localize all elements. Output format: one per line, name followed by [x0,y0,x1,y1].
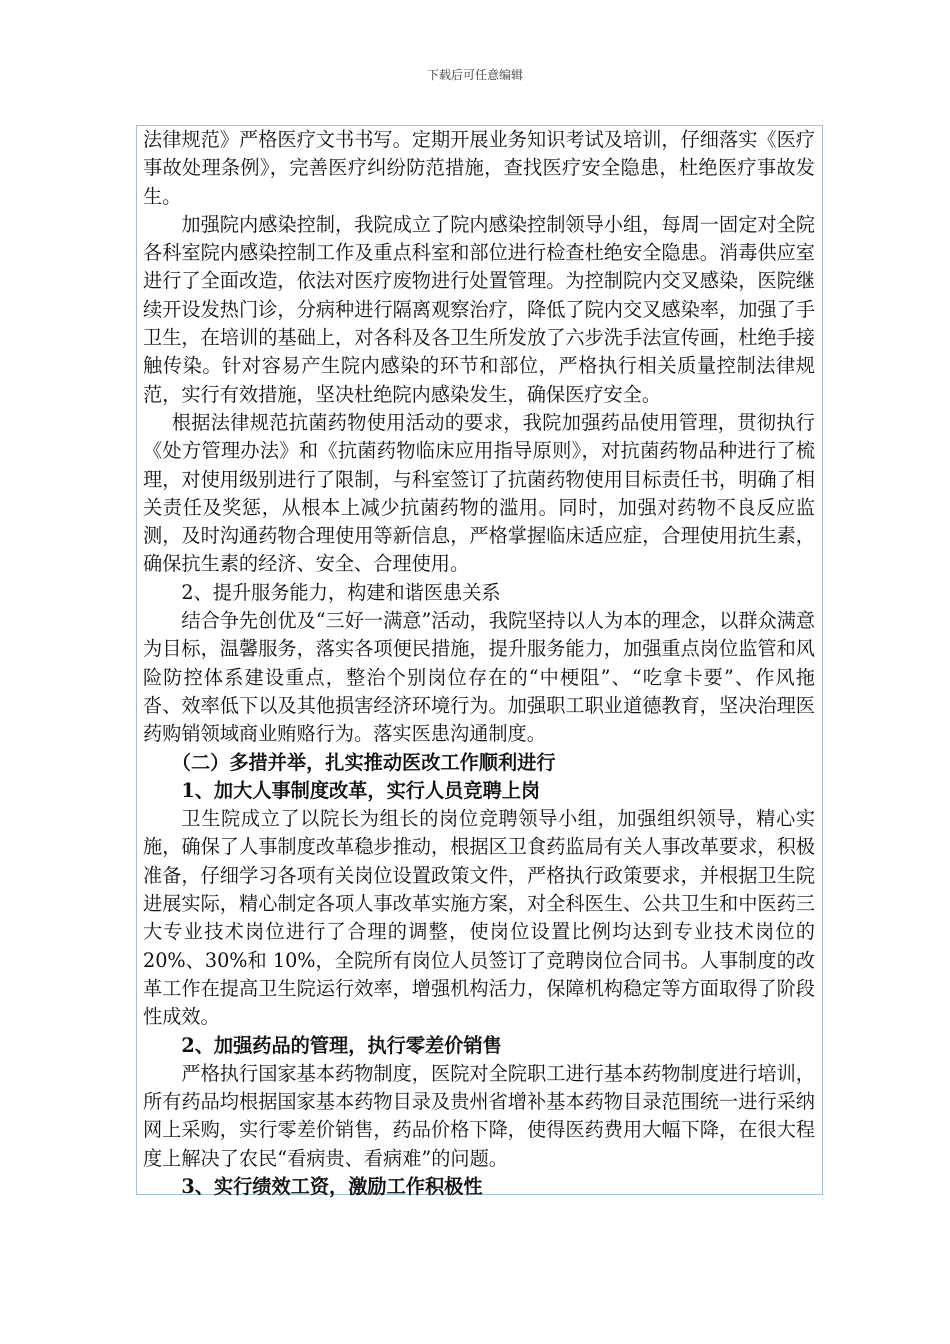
paragraph: 卫生院成立了以院长为组长的岗位竞聘领导小组，加强组织领导，精心实施，确保了人事制度改革稳步推动，根据区卫食药监局有关人事改革要求，积极准备，仔细学习各项有关岗位设置政策文件，严格执行政策要求，并根据卫生院进展实际，精心制定各项人事改革实施方案，对全科医生、公共卫生和中医药三大专业技术岗位进行了合理的调整，使岗位设置比例均达到专业技术岗位的 20%、30%和 10%，全院所有岗位人员签订了竞聘岗位合同书。人事制度的改革工作在提高卫生院运行效率，增强机构活力，保障机构稳定等方面取得了阶段性成效。 [143,807,815,1029]
subheading: 2、加强药品的管理，执行零差价销售 [181,1033,502,1057]
body-text [143,126,815,1201]
paragraph: 结合争先创优及“三好一满意”活动，我院坚持以人为本的理念，以群众满意为目标，温馨服务，落实各项便民措施，提升服务能力，加强重点岗位监管和风险防控体系建设重点，整治个别岗位存在的“中梗阻”、“吃拿卡要”、作风拖沓、效率低下以及其他损害经济环境行为。加强职工职业道德教育，坚决治理医药购销领域商业贿赂行为。落实医患沟通制度。 [143,609,816,746]
section-heading: （二）多措并举，扎实推动医改工作顺利进行 [171,750,556,774]
subheading: 3、实行绩效工资，激励工作积极性 [181,1174,483,1198]
paragraph: 加强院内感染控制，我院成立了院内感染控制领导小组，每周一固定对全院各科室院内感染控制工作及重点科室和部位进行检查杜绝安全隐患。消毒供应室进行了全面改造，依法对医疗废物进行处置管理。为控制院内交叉感染，医院继续开设发热门诊，分病种进行隔离观察治疗，降低了院内交叉感染率，加强了手卫生，在培训的基础上，对各科及各卫生所发放了六步洗手法宣传画，杜绝手接触传染。针对容易产生院内感染的环节和部位，严格执行相关质量控制法律规范，实行有效措施，坚决杜绝院内感染发生，确保医疗安全。 [143,212,815,406]
page-header: 下载后可任意编辑 [426,68,523,82]
paragraph: 法律规范》严格医疗文书书写。定期开展业务知识考试及培训，仔细落实《医疗事故处理条例》，完善医疗纠纷防范措施，查找医疗安全隐患，杜绝医疗事故发生。 [143,128,815,208]
paragraph: 根据法律规范抗菌药物使用活动的要求，我院加强药品使用管理，贯彻执行《处方管理办法》和《抗菌药物临床应用指导原则》，对抗菌药物品种进行了梳理，对使用级别进行了限制，与科室签订了抗菌药物使用目标责任书，明确了相关责任及奖惩，从根本上减少抗菌药物的滥用。同时，加强对药物不良反应监测，及时沟通药物合理使用等新信息，严格掌握临床适应症，合理使用抗生素，确保抗生素的经济、安全、合理使用。 [143,410,815,576]
paragraph: 严格执行国家基本药物制度，医院对全院职工进行基本药物制度进行培训，所有药品均根据国家基本药物目录及贵州省增补基本药物目录范围统一进行采纳网上采购，实行零差价销售，药品价格下降，使得医药费用大幅下降，在很大程度上解决了农民“看病贵、看病难”的问题。 [143,1061,815,1170]
subheading: 2、提升服务能力，构建和谐医患关系 [181,580,501,604]
subheading: 1、加大人事制度改革，实行人员竞聘上岗 [181,778,541,802]
